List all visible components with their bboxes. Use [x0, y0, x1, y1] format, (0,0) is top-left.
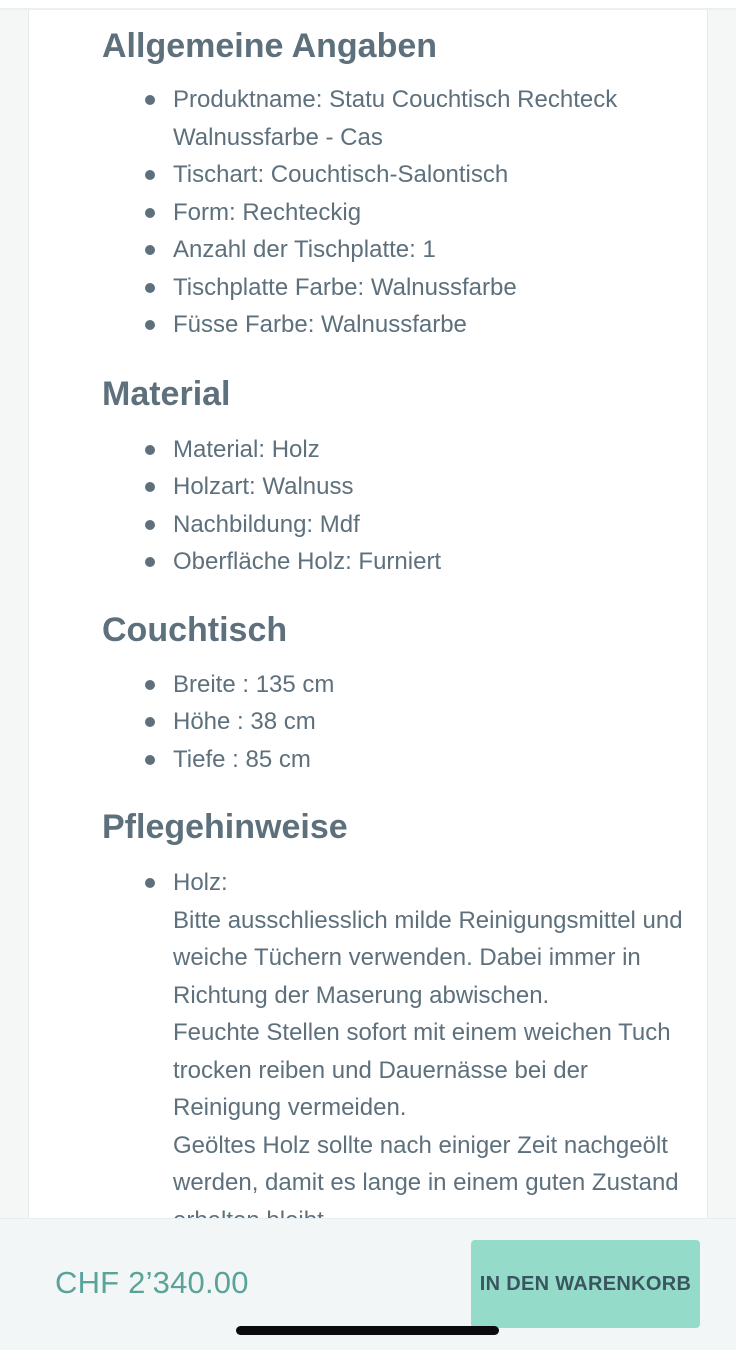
list-item: Füsse Farbe: Walnussfarbe	[102, 306, 702, 344]
list-item: Material: Holz	[102, 431, 702, 469]
care-text: Feuchte Stellen sofort mit einem weichen Tuch trocken reiben und Dauernässe bei der Reinigung vermeiden.	[173, 1019, 671, 1121]
material-list	[102, 431, 702, 581]
section-general	[102, 24, 702, 344]
list-item: Produktname: Statu Couchtisch Rechteck Walnussfarbe - Cas	[102, 81, 702, 156]
list-item: Anzahl der Tischplatte: 1	[102, 231, 702, 269]
list-item: Breite : 135 cm	[102, 666, 702, 704]
section-heading-care: Pflegehinweise	[102, 808, 348, 846]
list-item: Tiefe : 85 cm	[102, 741, 702, 779]
section-heading-general: Allgemeine Angaben	[102, 27, 438, 65]
list-item: Tischplatte Farbe: Walnussfarbe	[102, 269, 702, 307]
top-divider	[0, 0, 736, 10]
dimensions-list	[102, 666, 702, 779]
section-dimensions	[102, 608, 702, 779]
list-item: Form: Rechteckig	[102, 194, 702, 232]
list-item: Holzart: Walnuss	[102, 468, 702, 506]
add-to-cart-button[interactable]: IN DEN WARENKORB	[471, 1240, 700, 1328]
list-item: Tischart: Couchtisch-Salontisch	[102, 156, 702, 194]
home-indicator[interactable]	[236, 1326, 499, 1335]
list-item: Höhe : 38 cm	[102, 703, 702, 741]
care-item-wood	[102, 864, 702, 1239]
list-item: Nachbildung: Mdf	[102, 506, 702, 544]
care-item-title: Holz:	[173, 869, 228, 896]
care-list	[102, 864, 702, 1239]
section-heading-dimensions: Couchtisch	[102, 610, 288, 649]
details-card	[28, 10, 708, 1230]
care-text: Bitte ausschliesslich milde Reinigungsmittel und weiche Tüchern verwenden. Dabei immer in Richtung der Maserung abwischen.	[173, 906, 683, 1009]
details-content	[102, 24, 702, 1239]
section-care	[102, 805, 702, 1239]
list-item: Oberfläche Holz: Furniert	[102, 543, 702, 581]
price-label: CHF 2’340.00	[55, 1265, 249, 1300]
care-text: Geöltes Holz sollte nach einiger Zeit nachgeölt werden, damit es lange in einem guten Zustand	[173, 1131, 679, 1196]
section-material	[102, 372, 702, 581]
general-list	[102, 81, 702, 344]
section-heading-material: Material	[102, 374, 231, 413]
